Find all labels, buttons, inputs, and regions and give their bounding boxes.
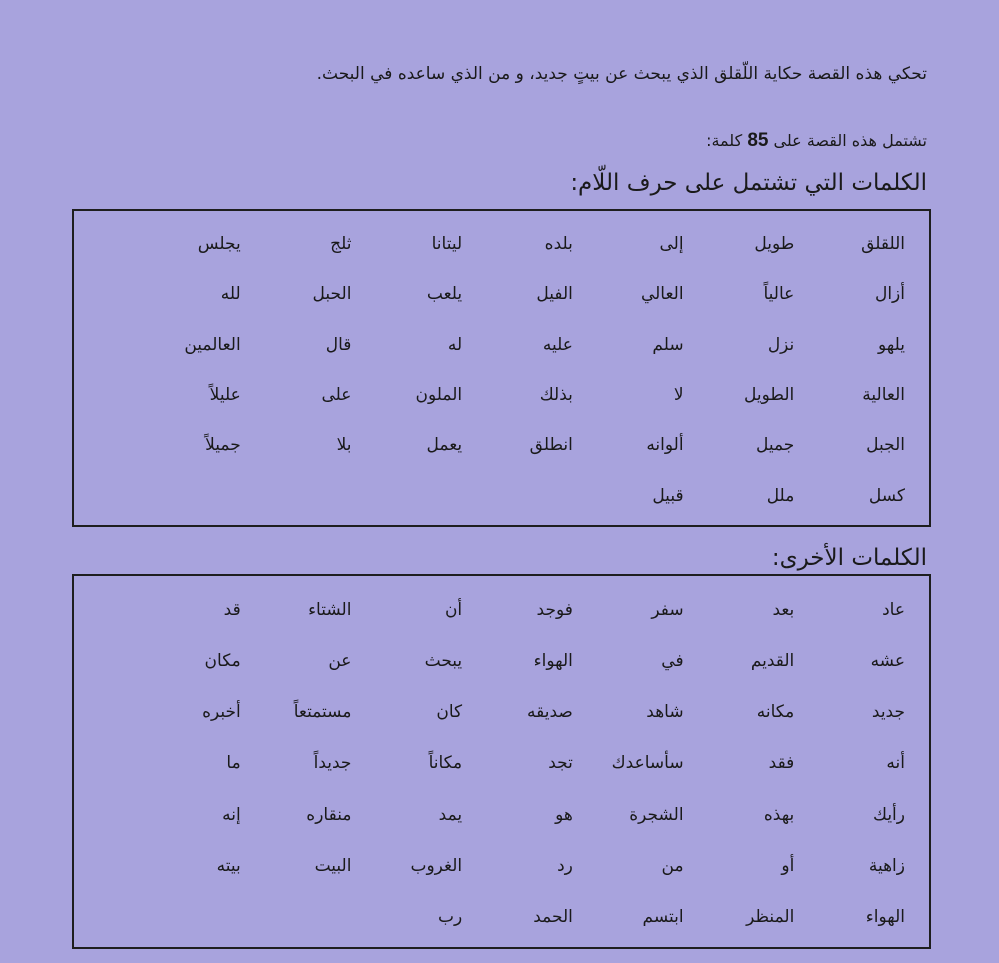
lam-words-heading: الكلمات التي تشتمل على حرف اللّام: bbox=[570, 170, 927, 196]
word-cell: صديقه bbox=[527, 702, 573, 723]
word-cell: سفر bbox=[651, 599, 684, 620]
word-cell: القديم bbox=[750, 650, 795, 671]
word-count-suffix: كلمة: bbox=[706, 131, 743, 150]
word-cell bbox=[462, 484, 573, 508]
word-cell: جديداً bbox=[313, 753, 352, 774]
word-cell bbox=[241, 905, 352, 929]
word-cell: ألوانه bbox=[646, 435, 684, 456]
word-cell: جديد bbox=[871, 702, 905, 723]
word-cell: من bbox=[661, 856, 684, 877]
word-cell: أو bbox=[781, 856, 795, 877]
word-cell: مكانه bbox=[756, 702, 795, 723]
word-cell: سأساعدك bbox=[611, 753, 684, 774]
word-cell: لله bbox=[220, 284, 241, 305]
word-cell: المنظر bbox=[746, 907, 795, 928]
word-cell: شاهد bbox=[646, 702, 684, 723]
word-cell: على bbox=[321, 385, 352, 406]
word-cell: أن bbox=[444, 599, 463, 620]
word-cell: منقاره bbox=[306, 804, 352, 825]
word-cell: هو bbox=[555, 804, 573, 825]
word-cell: مكاناً bbox=[428, 753, 463, 774]
word-cell: أزال bbox=[874, 284, 905, 305]
word-cell: أخبره bbox=[202, 702, 241, 723]
word-cell: عشه bbox=[870, 650, 905, 671]
word-cell: ثلج bbox=[330, 234, 352, 255]
word-cell: رأيك bbox=[873, 804, 905, 825]
word-cell: بلده bbox=[544, 234, 573, 255]
word-cell: تجد bbox=[548, 753, 573, 774]
word-cell: سلم bbox=[652, 334, 684, 355]
word-cell: يعمل bbox=[426, 435, 463, 456]
word-cell: قال bbox=[325, 334, 352, 355]
word-cell: اللقلق bbox=[861, 234, 905, 255]
word-cell: الطويل bbox=[744, 385, 795, 406]
word-cell: له bbox=[447, 334, 463, 355]
word-cell: رد bbox=[557, 856, 573, 877]
word-cell: إنه bbox=[222, 804, 241, 825]
word-cell: جميل bbox=[755, 435, 795, 456]
word-cell: بعد bbox=[772, 599, 795, 620]
word-cell bbox=[130, 484, 241, 508]
word-cell: الملون bbox=[415, 385, 463, 406]
word-cell: قد bbox=[223, 599, 241, 620]
word-cell: بهذه bbox=[763, 804, 795, 825]
word-cell: بيته bbox=[216, 856, 241, 877]
word-cell bbox=[241, 484, 352, 508]
word-cell: مكان bbox=[204, 650, 241, 671]
word-cell: جميلاً bbox=[205, 435, 241, 456]
word-cell bbox=[351, 484, 462, 508]
word-cell: مستمتعاً bbox=[293, 702, 352, 723]
word-cell: العالمين bbox=[184, 334, 241, 355]
other-words-box bbox=[72, 574, 931, 949]
word-cell: عليه bbox=[542, 334, 573, 355]
word-cell: يلهو bbox=[878, 334, 905, 355]
word-cell: إلى bbox=[659, 234, 684, 255]
word-cell: ملل bbox=[766, 485, 795, 506]
word-cell: بلا bbox=[336, 435, 352, 456]
word-cell: عن bbox=[328, 650, 352, 671]
word-count-prefix: تشتمل هذه القصة على bbox=[773, 131, 927, 150]
word-cell: العالي bbox=[640, 284, 684, 305]
word-cell: الغروب bbox=[410, 856, 463, 877]
word-cell: بذلك bbox=[539, 385, 573, 406]
word-cell: الشتاء bbox=[308, 599, 352, 620]
word-cell: رب bbox=[437, 907, 463, 928]
word-cell: الحمد bbox=[533, 907, 573, 928]
word-cell: الشجرة bbox=[629, 804, 684, 825]
word-cell: يبحث bbox=[424, 650, 463, 671]
other-words-grid bbox=[74, 576, 929, 947]
word-cell: الجبل bbox=[866, 435, 905, 456]
word-count-line bbox=[706, 130, 927, 152]
word-cell: قبيل bbox=[652, 485, 684, 506]
lam-words-box bbox=[72, 209, 931, 527]
word-cell: العالية bbox=[862, 385, 905, 406]
word-cell: البيت bbox=[314, 856, 352, 877]
word-cell: كان bbox=[436, 702, 463, 723]
word-cell: زاهية bbox=[868, 856, 905, 877]
word-count-number: 85 bbox=[747, 130, 769, 151]
word-cell: طويل bbox=[754, 234, 795, 255]
lam-words-grid bbox=[74, 211, 929, 525]
word-cell: ما bbox=[226, 753, 241, 774]
word-cell: الهواء bbox=[533, 650, 573, 671]
word-cell: الفيل bbox=[536, 284, 573, 305]
word-cell: عليلاً bbox=[209, 385, 241, 406]
word-cell: أنه bbox=[886, 753, 905, 774]
word-cell: لا bbox=[673, 385, 684, 406]
word-cell: الهواء bbox=[865, 907, 905, 928]
word-cell: يمد bbox=[438, 804, 463, 825]
word-cell: في bbox=[661, 650, 684, 671]
word-cell: نزل bbox=[767, 334, 795, 355]
word-cell: يجلس bbox=[197, 234, 241, 255]
other-words-heading: الكلمات الأخرى: bbox=[771, 545, 927, 571]
intro-text: تحكي هذه القصة حكاية اللّقلق الذي يبحث عن بيتٍ جديد، و من الذي ساعده في البحث. bbox=[316, 64, 927, 84]
word-cell: الحبل bbox=[312, 284, 352, 305]
word-cell: عالياً bbox=[763, 284, 795, 305]
word-cell: عاد bbox=[882, 599, 905, 620]
word-cell: ليتانا bbox=[431, 234, 463, 255]
word-cell: ابتسم bbox=[642, 907, 684, 928]
word-cell: كسل bbox=[868, 485, 905, 506]
word-cell bbox=[130, 905, 241, 929]
word-cell: فوجد bbox=[536, 599, 573, 620]
word-cell: يلعب bbox=[426, 284, 463, 305]
word-cell: فقد bbox=[768, 753, 795, 774]
word-cell: انطلق bbox=[529, 435, 573, 456]
